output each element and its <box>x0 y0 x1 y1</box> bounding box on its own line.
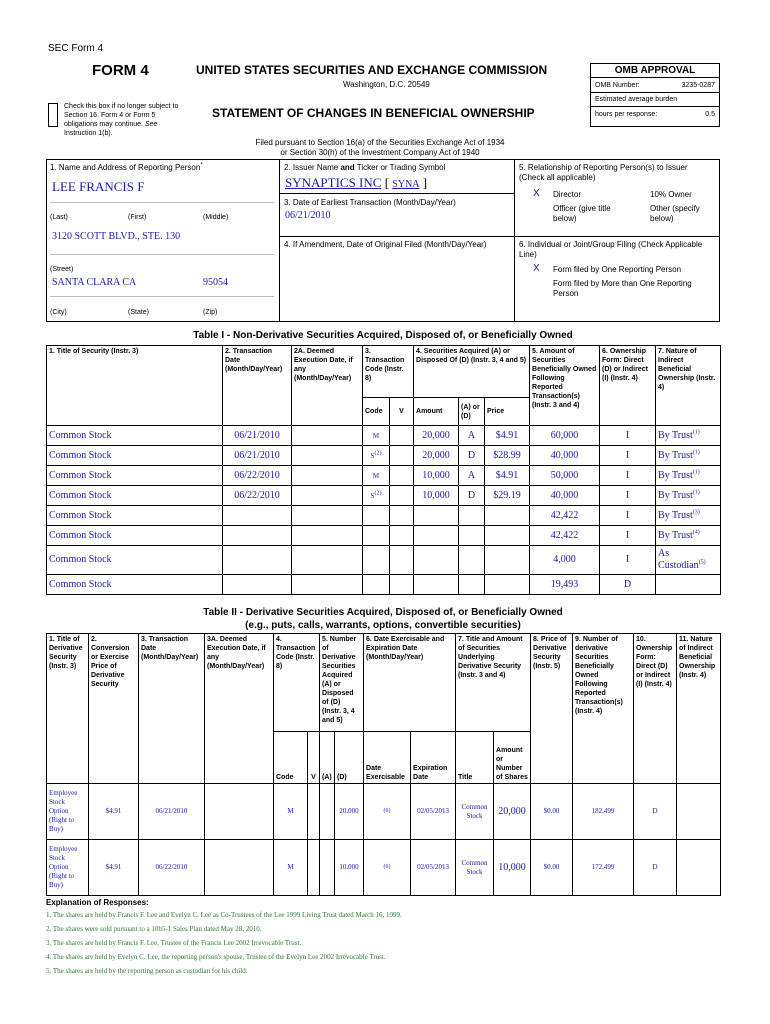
acquired-disposed <box>459 546 485 575</box>
t1-col-deemed: 2A. Deemed Execution Date, if any (Month/Day/Year) <box>292 346 363 426</box>
security-title: Common Stock <box>47 506 223 526</box>
t2-col-owned: 9. Number of derivative Securities Beneficially Owned Following Reported Transaction(s) (Instr. 4) <box>573 634 634 784</box>
ownership-form: I <box>600 426 656 446</box>
transaction-date: 06/21/2010 <box>223 446 292 466</box>
t1-col-date: 2. Transaction Date (Month/Day/Year) <box>223 346 292 426</box>
deemed-date <box>292 546 363 575</box>
earliest-transaction-date: 06/21/2010 <box>285 210 331 221</box>
explanation-notes <box>46 911 720 981</box>
last-label: (Last) <box>50 214 68 221</box>
amount-owned: 40,000 <box>530 486 600 506</box>
t2-col-exercisable: 6. Date Exercisable and Expiration Date (Month/Day/Year) <box>364 634 456 732</box>
t2-sub-title: Title <box>456 732 494 784</box>
omb-number-row: OMB Number: 3235-0287 <box>591 78 719 93</box>
relationship-label: 5. Relationship of Reporting Person(s) to Issuer (Check all applicable) <box>519 163 688 182</box>
ownership-nature: By Trust$^{(1)}$ <box>656 446 721 466</box>
omb-hours-row: hours per response: 0.5 <box>591 106 719 119</box>
expiration-date: 02/05/2013 <box>411 840 456 896</box>
form-title: FORM 4 <box>92 62 149 79</box>
footnote: 2. The shares were sold pursuant to a 10b5-1 Sales Plan dated May 28, 2010. <box>46 925 262 933</box>
street-label: (Street) <box>50 266 74 273</box>
ownership-nature: By Trust$^{(1)}$ <box>656 486 721 506</box>
transaction-date <box>223 506 292 526</box>
price <box>485 546 530 575</box>
deemed-date <box>292 575 363 595</box>
explanation-title: Explanation of Responses: <box>46 898 149 907</box>
ownership-form: I <box>600 526 656 546</box>
date-exercisable: (6) <box>364 784 411 840</box>
table-row <box>47 506 721 526</box>
footnote: 3. The shares are held by Francis F. Lee, Trustee of the Francis Lee 2002 Irrevocable Trust. <box>46 939 302 947</box>
t2-sub-date-ex: Date Exercisable <box>364 732 411 784</box>
price <box>485 506 530 526</box>
t2-sub-a: (A) <box>320 732 335 784</box>
ownership-form: I <box>600 506 656 526</box>
ten-percent-owner-label: 10% Owner <box>650 190 692 199</box>
t2-col-form: 10. Ownership Form: Direct (D) or Indirect (I) (Instr. 4) <box>634 634 677 784</box>
more-person-label: Form filed by More than One Reporting Person <box>553 279 692 298</box>
one-person-label: Form filed by One Reporting Person <box>553 265 682 274</box>
transaction-code: S(2) <box>363 446 390 466</box>
v-flag <box>390 486 414 506</box>
security-title: Common Stock <box>47 575 223 595</box>
acquired <box>320 784 335 840</box>
street-address: 3120 SCOTT BLVD., STE. 130 <box>52 231 181 242</box>
table2-title: Table II - Derivative Securities Acquired, Disposed of, or Beneficially Owned (e.g., puts, calls, warrants, options, convertible securities) <box>203 607 563 631</box>
derivative-title: Employee Stock Option (Right to Buy) <box>47 784 89 840</box>
transaction-code: M <box>363 466 390 486</box>
t2-col-price: 8. Price of Derivative Security (Instr. 5) <box>531 634 573 784</box>
price: $28.99 <box>485 446 530 466</box>
t2-col-title: 1. Title of Derivative Security (Instr. 3) <box>47 634 89 784</box>
v-flag <box>308 784 320 840</box>
omb-burden: Estimated average burden <box>595 96 678 103</box>
table1 <box>46 345 721 595</box>
ownership-nature <box>656 575 721 595</box>
table-row <box>47 446 721 466</box>
deemed-date <box>205 784 274 840</box>
transaction-date <box>223 575 292 595</box>
amount <box>414 506 459 526</box>
ownership-form: I <box>600 486 656 506</box>
deemed-date <box>292 486 363 506</box>
ownership-nature <box>677 784 721 840</box>
no-longer-subject-checkbox[interactable] <box>48 103 58 127</box>
director-mark: X <box>533 188 540 199</box>
t1-col-code: 3. Transaction Code (Instr. 8) <box>363 346 414 398</box>
table-row <box>47 840 721 896</box>
security-title: Common Stock <box>47 446 223 466</box>
table-row <box>47 546 721 575</box>
ownership-form: D <box>634 784 677 840</box>
security-title: Common Stock <box>47 486 223 506</box>
ownership-form: I <box>600 466 656 486</box>
v-flag <box>390 426 414 446</box>
ownership-form: I <box>600 546 656 575</box>
ownership-nature: By Trust$^{(4)}$ <box>656 526 721 546</box>
price <box>485 575 530 595</box>
ownership-form: D <box>634 840 677 896</box>
t2-col-number: 5. Number of Derivative Securities Acquired (A) or Disposed of (D) (Instr. 3, 4 and 5) <box>320 634 364 732</box>
amount: 20,000 <box>414 426 459 446</box>
t2-sub-expiration: Expiration Date <box>411 732 456 784</box>
footnote: 4. The shares are held by Evelyn C. Lee, the reporting person's spouse, Trustee of the Evelyn Lee 2002 Irrevocable Trust. <box>46 953 386 961</box>
amount-owned: 42,422 <box>530 526 600 546</box>
t2-sub-amount: Amount or Number of Shares <box>494 732 531 784</box>
t1-sub-price: Price <box>485 398 530 426</box>
deemed-date <box>292 526 363 546</box>
amount <box>414 575 459 595</box>
v-flag <box>390 446 414 466</box>
reporting-person-label: 1. Name and Address of Reporting Person* <box>50 162 203 172</box>
t2-sub-code: Code <box>274 732 308 784</box>
other-label: Other (specify below) <box>650 204 700 223</box>
t2-col-code: 4. Transaction Code (Instr. 8) <box>274 634 320 732</box>
disposed: 20,000 <box>335 784 364 840</box>
date-exercisable: (6) <box>364 840 411 896</box>
price: $4.91 <box>485 426 530 446</box>
acquired-disposed: A <box>459 466 485 486</box>
reporting-person-name: LEE FRANCIS F <box>52 179 145 194</box>
acquired-disposed <box>459 575 485 595</box>
security-title: Common Stock <box>47 426 223 446</box>
derivative-owned: 182,499 <box>573 784 634 840</box>
table-row <box>47 466 721 486</box>
middle-label: (Middle) <box>203 214 229 221</box>
ownership-form: D <box>600 575 656 595</box>
conversion-price: $4.91 <box>89 784 139 840</box>
underlying-amount: 10,000 <box>494 840 531 896</box>
amount-owned: 40,000 <box>530 446 600 466</box>
amount-owned: 60,000 <box>530 426 600 446</box>
acquired-disposed: D <box>459 486 485 506</box>
expiration-date: 02/05/2013 <box>411 784 456 840</box>
t2-col-underlying: 7. Title and Amount of Securities Underlying Derivative Security (Instr. 3 and 4) <box>456 634 531 732</box>
state-label: (State) <box>128 309 150 316</box>
transaction-date: 06/22/2010 <box>139 840 205 896</box>
footnote: 1. The shares are held by Francis F. Lee and Evelyn C. Lee as Co-Trustees of the Lee 1999 Living Trust dated March 16, 1999. <box>46 911 402 919</box>
sec-form-label: SEC Form 4 <box>48 43 104 54</box>
t2-col-date: 3. Transaction Date (Month/Day/Year) <box>139 634 205 784</box>
table-row <box>47 486 721 506</box>
issuer-name-link[interactable]: SYNAPTICS INC <box>285 175 382 190</box>
officer-label: Officer (give title below) <box>553 204 611 223</box>
transaction-date: 06/21/2010 <box>139 784 205 840</box>
v-flag <box>390 466 414 486</box>
table-row <box>47 575 721 595</box>
table2 <box>46 633 721 896</box>
t1-col-form: 6. Ownership Form: Direct (D) or Indirect (I) (Instr. 4) <box>600 346 656 426</box>
v-flag <box>390 526 414 546</box>
t1-col-securities: 4. Securities Acquired (A) or Disposed Of (D) (Instr. 3, 4 and 5) <box>414 346 530 398</box>
amount <box>414 546 459 575</box>
price <box>485 526 530 546</box>
ownership-nature: By Trust$^{(1)}$ <box>656 426 721 446</box>
amount-owned: 19,493 <box>530 575 600 595</box>
t2-sub-v: V <box>308 732 320 784</box>
omb-approval-box <box>590 63 720 127</box>
first-label: (First) <box>128 214 147 221</box>
t1-sub-aord: (A) or (D) <box>459 398 485 426</box>
checkbox-instructions: Check this box if no longer subject to Section 16. Form 4 or Form 5 obligations may continue. See Instruction 1(b). <box>64 103 179 137</box>
underlying-amount: 20,000 <box>494 784 531 840</box>
security-title: Common Stock <box>47 466 223 486</box>
statement-title: STATEMENT OF CHANGES IN BENEFICIAL OWNERSHIP <box>212 106 535 120</box>
deemed-date <box>292 466 363 486</box>
one-person-mark: X <box>533 263 540 274</box>
v-flag <box>308 840 320 896</box>
derivative-owned: 172,499 <box>573 840 634 896</box>
acquired <box>320 840 335 896</box>
deemed-date <box>292 506 363 526</box>
issuer-ticker-link[interactable]: SYNA <box>392 179 420 190</box>
amount-owned: 4,000 <box>530 546 600 575</box>
acquired-disposed <box>459 506 485 526</box>
acquired-disposed <box>459 526 485 546</box>
transaction-date: 06/22/2010 <box>223 486 292 506</box>
security-title: Common Stock <box>47 546 223 575</box>
table-row <box>47 784 721 840</box>
t1-sub-v: V <box>390 398 414 426</box>
zip-label: (Zip) <box>203 309 218 316</box>
transaction-code <box>363 526 390 546</box>
t1-col-nature: 7. Nature of Indirect Beneficial Ownership (Instr. 4) <box>656 346 721 426</box>
table1-title: Table I - Non-Derivative Securities Acquired, Disposed of, or Beneficially Owned <box>193 330 573 341</box>
deemed-date <box>205 840 274 896</box>
t2-sub-d: (D) <box>335 732 364 784</box>
derivative-title: Employee Stock Option (Right to Buy) <box>47 840 89 896</box>
transaction-code <box>363 546 390 575</box>
deemed-date <box>292 426 363 446</box>
transaction-code: M <box>274 784 308 840</box>
director-label: Director <box>553 190 582 199</box>
v-flag <box>390 546 414 575</box>
underlying-title: Common Stock <box>456 784 494 840</box>
price: $4.91 <box>485 466 530 486</box>
transaction-date <box>223 546 292 575</box>
zip-value: 95054 <box>203 277 228 288</box>
v-flag <box>390 506 414 526</box>
acquired-disposed: A <box>459 426 485 446</box>
amount: 10,000 <box>414 466 459 486</box>
amount-owned: 42,422 <box>530 506 600 526</box>
issuer-name: SYNAPTICS INC [ SYNA ] <box>285 175 428 190</box>
t2-col-conversion: 2. Conversion or Exercise Price of Derivative Security <box>89 634 139 784</box>
t1-col-title: 1. Title of Security (Instr. 3) <box>47 346 223 426</box>
city-value: SANTA CLARA CA <box>52 277 137 288</box>
underlying-title: Common Stock <box>456 840 494 896</box>
ownership-form: I <box>600 446 656 466</box>
filed-pursuant: Filed pursuant to Section 16(a) of the Securities Exchange Act of 1934 or Section 30(h) of the Investment Company Act of 1940 <box>255 138 505 157</box>
derivative-price: $0.00 <box>531 840 573 896</box>
transaction-code: M <box>274 840 308 896</box>
security-title: Common Stock <box>47 526 223 546</box>
transaction-date: 06/22/2010 <box>223 466 292 486</box>
ownership-nature: By Trust$^{(3)}$ <box>656 506 721 526</box>
t1-col-owned: 5. Amount of Securities Beneficially Owned Following Reported Transaction(s) (Instr. 3 and 4) <box>530 346 600 426</box>
omb-title: OMB APPROVAL <box>591 64 719 78</box>
conversion-price: $4.91 <box>89 840 139 896</box>
t2-col-nature: 11. Nature of Indirect Beneficial Ownership (Instr. 4) <box>677 634 721 784</box>
transaction-date: 06/21/2010 <box>223 426 292 446</box>
transaction-code <box>363 575 390 595</box>
amount: 20,000 <box>414 446 459 466</box>
amount: 10,000 <box>414 486 459 506</box>
derivative-price: $0.00 <box>531 784 573 840</box>
commission-location: Washington, D.C. 20549 <box>343 80 430 89</box>
acquired-disposed: D <box>459 446 485 466</box>
t1-sub-code: Code <box>363 398 390 426</box>
group-filing-label: 6. Individual or Joint/Group Filing (Check Applicable Line) <box>519 240 703 259</box>
ownership-nature: By Trust$^{(1)}$ <box>656 466 721 486</box>
price: $29.19 <box>485 486 530 506</box>
t2-col-deemed: 3A. Deemed Execution Date, if any (Month/Day/Year) <box>205 634 274 784</box>
earliest-transaction-label: 3. Date of Earliest Transaction (Month/Day/Year) <box>284 198 456 207</box>
t1-sub-amount: Amount <box>414 398 459 426</box>
ownership-nature: As Custodian$^{(5)}$ <box>656 546 721 575</box>
table-row <box>47 426 721 446</box>
disposed: 10,000 <box>335 840 364 896</box>
transaction-date <box>223 526 292 546</box>
deemed-date <box>292 446 363 466</box>
city-label: (City) <box>50 309 67 316</box>
ownership-nature <box>677 840 721 896</box>
issuer-label: 2. Issuer Name and Ticker or Trading Symbol <box>284 163 446 172</box>
amount <box>414 526 459 546</box>
transaction-code <box>363 506 390 526</box>
amendment-label: 4. If Amendment, Date of Original Filed (Month/Day/Year) <box>284 240 487 249</box>
v-flag <box>390 575 414 595</box>
transaction-code: S(2) <box>363 486 390 506</box>
commission-title: UNITED STATES SECURITIES AND EXCHANGE COMMISSION <box>196 63 548 77</box>
table-row <box>47 526 721 546</box>
transaction-code: M <box>363 426 390 446</box>
footnote: 5. The shares are held by the reporting person as custodian for his child. <box>46 967 248 975</box>
amount-owned: 50,000 <box>530 466 600 486</box>
